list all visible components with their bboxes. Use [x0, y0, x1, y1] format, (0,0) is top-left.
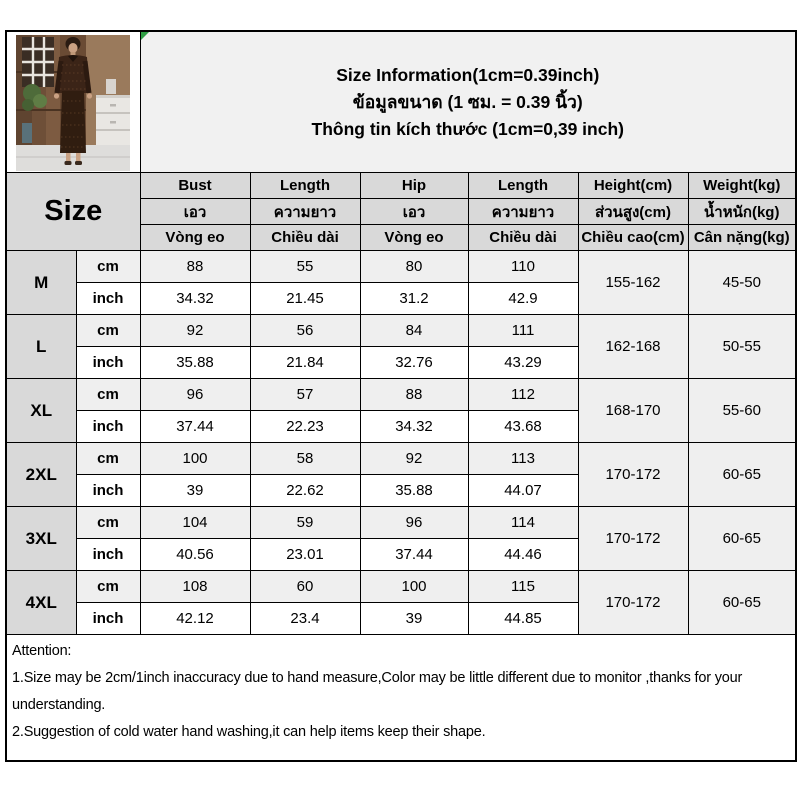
weight-range: 45-50 [688, 251, 796, 315]
cell-value: 84 [360, 315, 468, 347]
cell-value: 111 [468, 315, 578, 347]
cell-value: 39 [360, 603, 468, 635]
col-header-length1-en: Length [250, 173, 360, 199]
cell-value: 34.32 [140, 283, 250, 315]
unit-label: cm [76, 507, 140, 539]
col-header-length2-vi: Chiều dài [468, 225, 578, 251]
cell-value: 44.46 [468, 539, 578, 571]
cell-value: 23.4 [250, 603, 360, 635]
size-label-3xl: 3XL [6, 507, 76, 571]
unit-label: inch [76, 539, 140, 571]
cell-value: 34.32 [360, 411, 468, 443]
col-header-hip-vi: Vòng eo [360, 225, 468, 251]
col-header-length1-vi: Chiều dài [250, 225, 360, 251]
cell-value: 42.12 [140, 603, 250, 635]
cell-value: 32.76 [360, 347, 468, 379]
title-english: Size Information(1cm=0.39inch) [336, 64, 600, 85]
attention-line-2: 2.Suggestion of cold water hand washing,it can help items keep their shape. [12, 724, 486, 740]
product-photo [16, 35, 130, 171]
unit-label: inch [76, 475, 140, 507]
shoe-right [75, 161, 82, 165]
cell-value: 23.01 [250, 539, 360, 571]
attention-line-1: 1.Size may be 2cm/1inch inaccuracy due to hand measure,Color may be little different due to monitor ,thanks for your understanding. [12, 670, 743, 713]
face [69, 43, 78, 53]
cell-value: 56 [250, 315, 360, 347]
table-row [6, 315, 796, 347]
title-cell [140, 31, 796, 173]
size-label-2xl: 2XL [6, 443, 76, 507]
cell-value: 35.88 [140, 347, 250, 379]
cell-value: 37.44 [360, 539, 468, 571]
size-chart-sheet [5, 30, 795, 762]
unit-label: cm [76, 251, 140, 283]
leg-right [76, 153, 81, 161]
height-range: 170-172 [578, 443, 688, 507]
table-row [6, 379, 796, 411]
unit-label: inch [76, 347, 140, 379]
hand-right [87, 93, 92, 98]
cell-value: 43.29 [468, 347, 578, 379]
cell-value: 39 [140, 475, 250, 507]
cell-value: 88 [360, 379, 468, 411]
col-header-height-th: ส่วนสูง(cm) [578, 199, 688, 225]
height-range: 162-168 [578, 315, 688, 379]
cell-value: 42.9 [468, 283, 578, 315]
col-header-hip-th: เอว [360, 199, 468, 225]
col-header-hip-en: Hip [360, 173, 468, 199]
unit-label: cm [76, 379, 140, 411]
hand-left [54, 93, 59, 98]
table-row [6, 507, 796, 539]
col-header-weight-th: น้ำหนัก(kg) [688, 199, 796, 225]
unit-label: cm [76, 315, 140, 347]
cell-value: 55 [250, 251, 360, 283]
shoe-left [65, 161, 72, 165]
cell-value: 112 [468, 379, 578, 411]
col-header-bust-th: เอว [140, 199, 250, 225]
cell-value: 21.84 [250, 347, 360, 379]
size-table [5, 30, 797, 762]
cell-value: 115 [468, 571, 578, 603]
cell-value: 96 [360, 507, 468, 539]
size-header: Size [6, 173, 140, 251]
cell-value: 44.07 [468, 475, 578, 507]
size-label-m: M [6, 251, 76, 315]
unit-label: cm [76, 443, 140, 475]
cell-value: 100 [360, 571, 468, 603]
unit-label: inch [76, 283, 140, 315]
cell-value: 57 [250, 379, 360, 411]
product-photo-cell [6, 31, 140, 173]
height-range: 155-162 [578, 251, 688, 315]
tweed-skirt [60, 91, 86, 153]
cell-value: 35.88 [360, 475, 468, 507]
cell-value: 96 [140, 379, 250, 411]
height-range: 170-172 [578, 507, 688, 571]
cell-value: 108 [140, 571, 250, 603]
weight-range: 60-65 [688, 507, 796, 571]
cell-value: 21.45 [250, 283, 360, 315]
cell-value: 40.56 [140, 539, 250, 571]
title-thai: ข้อมูลขนาด (1 ซม. = 0.39 นิ้ว) [352, 91, 583, 112]
col-header-height-vi: Chiều cao(cm) [578, 225, 688, 251]
lattice-shelf [22, 37, 54, 87]
unit-label: inch [76, 603, 140, 635]
col-header-length2-th: ความยาว [468, 199, 578, 225]
cell-value: 22.62 [250, 475, 360, 507]
unit-label: cm [76, 571, 140, 603]
cell-value: 92 [140, 315, 250, 347]
table-row [6, 571, 796, 603]
leg-left [66, 153, 71, 161]
cell-value: 110 [468, 251, 578, 283]
table-row [6, 443, 796, 475]
cell-comment-marker-icon [141, 32, 149, 40]
weight-range: 55-60 [688, 379, 796, 443]
cell-value: 43.68 [468, 411, 578, 443]
col-header-height-en: Height(cm) [578, 173, 688, 199]
col-header-bust-vi: Vòng eo [140, 225, 250, 251]
size-label-l: L [6, 315, 76, 379]
col-header-length2-en: Length [468, 173, 578, 199]
cell-value: 60 [250, 571, 360, 603]
weight-range: 50-55 [688, 315, 796, 379]
title-vietnamese: Thông tin kích thước (1cm=0,39 inch) [311, 118, 624, 139]
col-header-bust-en: Bust [140, 173, 250, 199]
cell-value: 92 [360, 443, 468, 475]
cell-value: 37.44 [140, 411, 250, 443]
cell-value: 104 [140, 507, 250, 539]
cell-value: 44.85 [468, 603, 578, 635]
unit-label: inch [76, 411, 140, 443]
height-range: 170-172 [578, 571, 688, 635]
cell-value: 58 [250, 443, 360, 475]
size-label-xl: XL [6, 379, 76, 443]
attention-note [6, 635, 796, 762]
weight-range: 60-65 [688, 571, 796, 635]
cell-value: 80 [360, 251, 468, 283]
size-label-4xl: 4XL [6, 571, 76, 635]
cell-value: 31.2 [360, 283, 468, 315]
cell-value: 114 [468, 507, 578, 539]
weight-range: 60-65 [688, 443, 796, 507]
cell-value: 100 [140, 443, 250, 475]
attention-heading: Attention: [12, 643, 72, 659]
cell-value: 59 [250, 507, 360, 539]
col-header-weight-en: Weight(kg) [688, 173, 796, 199]
cell-value: 113 [468, 443, 578, 475]
cell-value: 22.23 [250, 411, 360, 443]
col-header-weight-vi: Cân nặng(kg) [688, 225, 796, 251]
cell-value: 88 [140, 251, 250, 283]
table-row [6, 251, 796, 283]
col-header-length1-th: ความยาว [250, 199, 360, 225]
height-range: 168-170 [578, 379, 688, 443]
